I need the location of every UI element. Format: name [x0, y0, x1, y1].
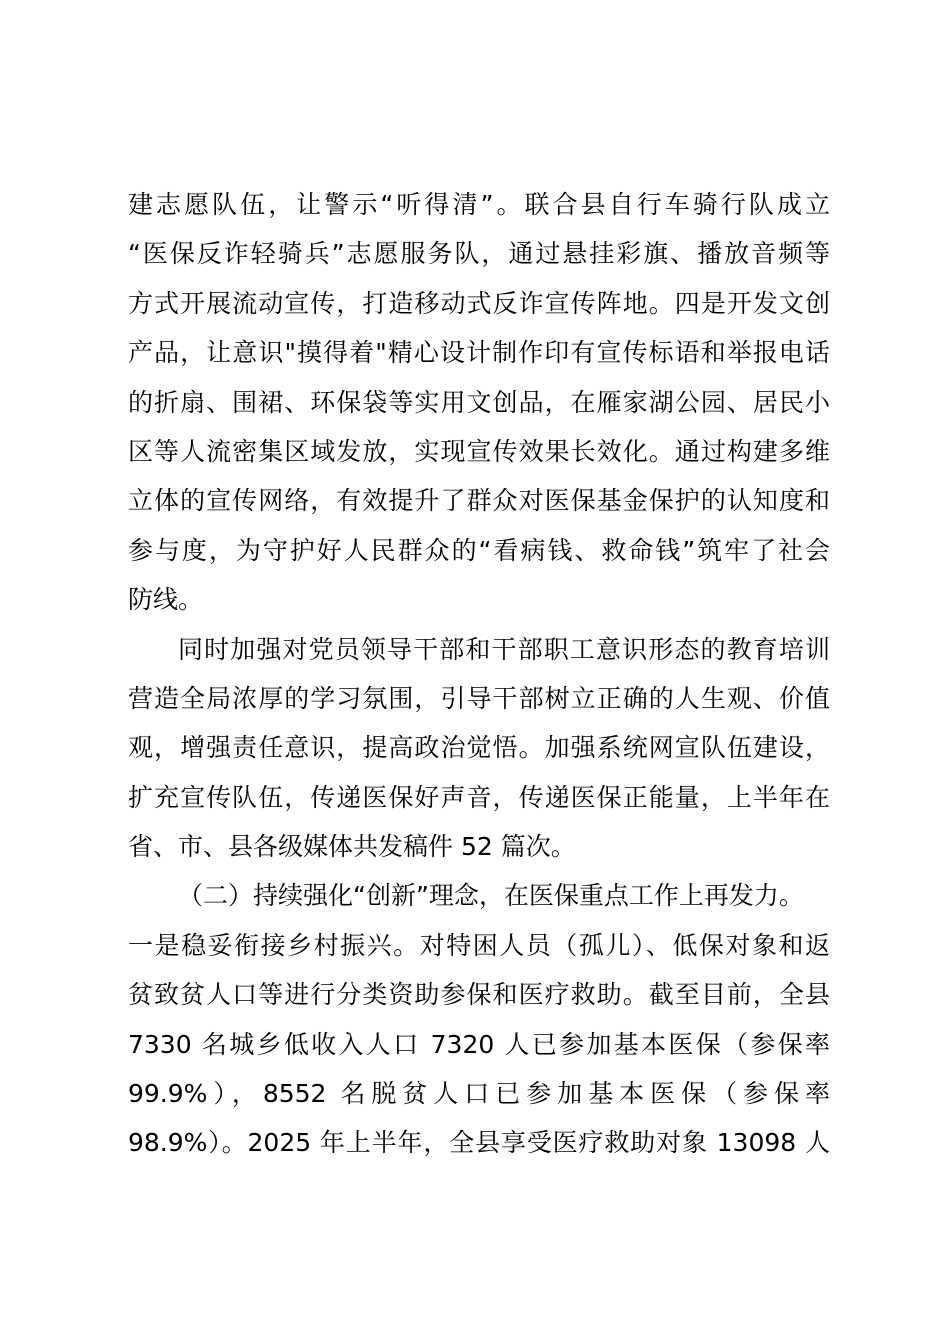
text-line: 扩充宣传队伍，传递医保好声音，传递医保正能量，上半年在: [128, 782, 830, 812]
section-heading-line: （二）持续强化“创新”理念，在医保重点工作上再发力。: [178, 881, 804, 911]
text-line: 98.9%）。2025 年上半年，全县享受医疗救助对象 13098 人: [128, 1128, 830, 1158]
text-line: 贫致贫人口等进行分类资助参保和医疗救助。截至目前，全县: [128, 980, 830, 1010]
text-line: 立体的宣传网络，有效提升了群众对医保基金保护的认知度和: [128, 486, 830, 516]
text-line: 省、市、县各级媒体共发稿件 52 篇次。: [128, 832, 576, 862]
text-line: 产品，让意识"摸得着"精心设计制作印有宣传标语和举报电话: [128, 338, 830, 368]
paragraph-first-line: 同时加强对党员领导干部和干部职工意识形态的教育培训: [178, 634, 830, 664]
text-line: 7330 名城乡低收入人口 7320 人已参加基本医保（参保率: [128, 1029, 830, 1059]
text-line: 99.9%），8552 名脱贫人口已参加基本医保（参保率: [128, 1079, 830, 1109]
text-line: 防线。: [128, 585, 204, 615]
text-line: 的折扇、围裙、环保袋等实用文创品，在雁家湖公园、居民小: [128, 387, 830, 417]
text-line: 区等人流密集区域发放，实现宣传效果长效化。通过构建多维: [128, 436, 830, 466]
text-line: 观，增强责任意识，提高政治觉悟。加强系统网宣队伍建设，: [128, 733, 830, 763]
text-line: “医保反诈轻骑兵”志愿服务队，通过悬挂彩旗、播放音频等: [128, 239, 830, 269]
text-line: 一是稳妥衔接乡村振兴。对特困人员（孤儿）、低保对象和返: [128, 930, 830, 960]
text-line: 方式开展流动宣传，打造移动式反诈宣传阵地。四是开发文创: [128, 288, 830, 318]
text-line: 营造全局浓厚的学习氛围，引导干部树立正确的人生观、价值: [128, 683, 830, 713]
text-line: 参与度，为守护好人民群众的“看病钱、救命钱”筑牢了社会: [128, 535, 830, 565]
document-body: [128, 180, 830, 1168]
text-line: 建志愿队伍，让警示“听得清”。联合县自行车骑行队成立: [128, 190, 830, 219]
